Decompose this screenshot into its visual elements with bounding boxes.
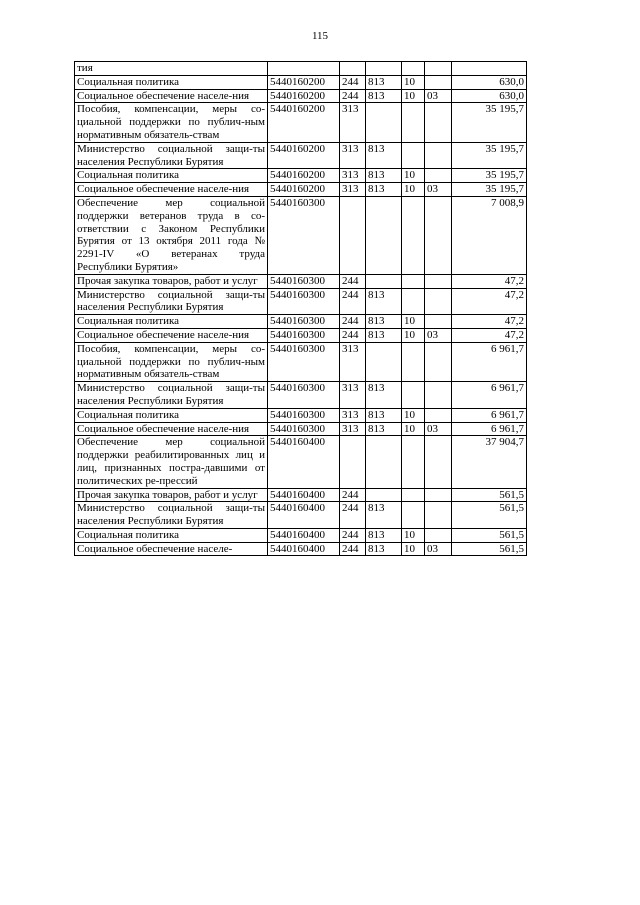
row-grbs-cell (366, 488, 402, 502)
row-code-cell (268, 62, 340, 76)
row-rz-cell (402, 382, 425, 409)
row-code-cell: 5440160300 (268, 382, 340, 409)
row-name-cell: Социальное обеспечение населе-ния (75, 183, 268, 197)
row-code-cell: 5440160400 (268, 436, 340, 488)
row-rz-cell: 10 (402, 169, 425, 183)
row-pr-cell (425, 142, 452, 169)
row-vr-cell: 244 (340, 488, 366, 502)
row-grbs-cell: 813 (366, 315, 402, 329)
row-amount-cell: 47,2 (452, 315, 527, 329)
row-rz-cell (402, 196, 425, 274)
row-name-cell: Социальная политика (75, 528, 268, 542)
row-code-cell: 5440160300 (268, 196, 340, 274)
row-vr-cell: 313 (340, 382, 366, 409)
row-vr-cell: 244 (340, 502, 366, 529)
row-rz-cell (402, 103, 425, 142)
row-code-cell: 5440160400 (268, 542, 340, 556)
row-vr-cell: 313 (340, 408, 366, 422)
row-vr-cell: 313 (340, 103, 366, 142)
table-row (75, 328, 527, 342)
table-row (75, 62, 527, 76)
row-name-cell: Министерство социальной защи-ты населения Республики Бурятия (75, 142, 268, 169)
row-pr-cell: 03 (425, 183, 452, 197)
row-rz-cell (402, 274, 425, 288)
table-row (75, 75, 527, 89)
row-name-cell: Пособия, компенсации, меры со-циальной поддержки по публич-ным нормативным обязатель-ствам (75, 342, 268, 381)
row-vr-cell (340, 436, 366, 488)
row-rz-cell: 10 (402, 315, 425, 329)
row-amount-cell: 6 961,7 (452, 408, 527, 422)
row-code-cell: 5440160200 (268, 183, 340, 197)
table-row (75, 103, 527, 142)
row-name-cell: Социальная политика (75, 75, 268, 89)
row-pr-cell (425, 528, 452, 542)
row-grbs-cell (366, 196, 402, 274)
row-pr-cell: 03 (425, 328, 452, 342)
row-name-cell: Социальное обеспечение населе- (75, 542, 268, 556)
table-row (75, 169, 527, 183)
row-amount-cell: 47,2 (452, 274, 527, 288)
row-rz-cell: 10 (402, 422, 425, 436)
row-grbs-cell: 813 (366, 89, 402, 103)
row-amount-cell: 561,5 (452, 502, 527, 529)
row-grbs-cell (366, 342, 402, 381)
row-name-cell: тия (75, 62, 268, 76)
row-rz-cell: 10 (402, 408, 425, 422)
row-grbs-cell: 813 (366, 528, 402, 542)
row-rz-cell: 10 (402, 328, 425, 342)
table-row (75, 408, 527, 422)
row-pr-cell: 03 (425, 422, 452, 436)
row-name-cell: Социальная политика (75, 169, 268, 183)
row-code-cell: 5440160200 (268, 75, 340, 89)
row-pr-cell: 03 (425, 542, 452, 556)
row-vr-cell: 313 (340, 422, 366, 436)
row-vr-cell: 313 (340, 183, 366, 197)
row-pr-cell (425, 315, 452, 329)
row-amount-cell: 561,5 (452, 528, 527, 542)
row-amount-cell: 630,0 (452, 75, 527, 89)
row-vr-cell: 244 (340, 89, 366, 103)
row-pr-cell (425, 436, 452, 488)
row-grbs-cell (366, 274, 402, 288)
table-row (75, 502, 527, 529)
row-pr-cell (425, 196, 452, 274)
row-rz-cell: 10 (402, 183, 425, 197)
row-pr-cell (425, 488, 452, 502)
row-vr-cell: 244 (340, 542, 366, 556)
row-rz-cell: 10 (402, 75, 425, 89)
table-row (75, 422, 527, 436)
row-pr-cell (425, 103, 452, 142)
row-rz-cell (402, 142, 425, 169)
row-grbs-cell: 813 (366, 183, 402, 197)
row-vr-cell: 244 (340, 528, 366, 542)
row-vr-cell: 313 (340, 142, 366, 169)
row-amount-cell: 37 904,7 (452, 436, 527, 488)
table-row (75, 89, 527, 103)
row-code-cell: 5440160200 (268, 103, 340, 142)
row-pr-cell (425, 342, 452, 381)
row-amount-cell: 47,2 (452, 288, 527, 315)
row-rz-cell (402, 436, 425, 488)
page-number: 115 (311, 30, 329, 42)
row-code-cell: 5440160300 (268, 408, 340, 422)
row-grbs-cell: 813 (366, 328, 402, 342)
row-code-cell: 5440160300 (268, 422, 340, 436)
row-rz-cell: 10 (402, 542, 425, 556)
row-grbs-cell: 813 (366, 75, 402, 89)
row-pr-cell (425, 75, 452, 89)
row-amount-cell: 6 961,7 (452, 382, 527, 409)
row-pr-cell (425, 62, 452, 76)
row-vr-cell: 244 (340, 288, 366, 315)
row-amount-cell (452, 62, 527, 76)
row-rz-cell: 10 (402, 528, 425, 542)
row-name-cell: Министерство социальной защи-ты населения Республики Бурятия (75, 288, 268, 315)
row-amount-cell: 35 195,7 (452, 142, 527, 169)
row-amount-cell: 7 008,9 (452, 196, 527, 274)
row-name-cell: Социальное обеспечение населе-ния (75, 422, 268, 436)
row-grbs-cell: 813 (366, 169, 402, 183)
row-rz-cell (402, 342, 425, 381)
row-name-cell: Обеспечение мер социальной поддержки реабилитированных лиц и лиц, признанных постра-давшими от политических ре-прессий (75, 436, 268, 488)
row-code-cell: 5440160300 (268, 328, 340, 342)
row-rz-cell (402, 488, 425, 502)
row-amount-cell: 6 961,7 (452, 422, 527, 436)
row-vr-cell: 313 (340, 169, 366, 183)
row-code-cell: 5440160300 (268, 342, 340, 381)
row-name-cell: Обеспечение мер социальной поддержки ветеранов труда в со-ответствии с Законом Республики Бурятия от 13 октября 2011 года № 2291-IV «О ветеранах труда Республики Бурятия» (75, 196, 268, 274)
row-grbs-cell: 813 (366, 288, 402, 315)
row-vr-cell: 313 (340, 342, 366, 381)
row-pr-cell (425, 382, 452, 409)
row-vr-cell: 244 (340, 75, 366, 89)
table-body (75, 62, 527, 556)
row-code-cell: 5440160400 (268, 528, 340, 542)
row-code-cell: 5440160400 (268, 488, 340, 502)
row-rz-cell (402, 502, 425, 529)
row-pr-cell (425, 169, 452, 183)
row-vr-cell (340, 196, 366, 274)
row-code-cell: 5440160200 (268, 169, 340, 183)
row-name-cell: Социальная политика (75, 408, 268, 422)
row-name-cell: Социальная политика (75, 315, 268, 329)
table-row (75, 542, 527, 556)
row-grbs-cell (366, 103, 402, 142)
row-grbs-cell: 813 (366, 142, 402, 169)
row-pr-cell (425, 288, 452, 315)
row-name-cell: Прочая закупка товаров, работ и услуг (75, 274, 268, 288)
table-row (75, 342, 527, 381)
row-name-cell: Пособия, компенсации, меры со-циальной поддержки по публич-ным нормативным обязатель-ствам (75, 103, 268, 142)
row-amount-cell: 35 195,7 (452, 183, 527, 197)
row-code-cell: 5440160300 (268, 274, 340, 288)
row-amount-cell: 6 961,7 (452, 342, 527, 381)
row-name-cell: Социальное обеспечение населе-ния (75, 89, 268, 103)
row-pr-cell (425, 408, 452, 422)
row-amount-cell: 561,5 (452, 542, 527, 556)
row-name-cell: Прочая закупка товаров, работ и услуг (75, 488, 268, 502)
row-code-cell: 5440160300 (268, 315, 340, 329)
row-name-cell: Социальное обеспечение населе-ния (75, 328, 268, 342)
row-code-cell: 5440160300 (268, 288, 340, 315)
row-pr-cell (425, 274, 452, 288)
row-grbs-cell: 813 (366, 422, 402, 436)
row-code-cell: 5440160200 (268, 89, 340, 103)
row-vr-cell: 244 (340, 328, 366, 342)
row-name-cell: Министерство социальной защи-ты населения Республики Бурятия (75, 382, 268, 409)
row-rz-cell (402, 62, 425, 76)
row-pr-cell (425, 502, 452, 529)
budget-table (74, 61, 527, 556)
row-amount-cell: 47,2 (452, 328, 527, 342)
row-code-cell: 5440160200 (268, 142, 340, 169)
table-row (75, 436, 527, 488)
row-rz-cell: 10 (402, 89, 425, 103)
row-amount-cell: 35 195,7 (452, 169, 527, 183)
table-row (75, 274, 527, 288)
table-row (75, 315, 527, 329)
row-grbs-cell: 813 (366, 382, 402, 409)
row-grbs-cell: 813 (366, 408, 402, 422)
table-row (75, 488, 527, 502)
table-row (75, 142, 527, 169)
row-amount-cell: 561,5 (452, 488, 527, 502)
row-amount-cell: 35 195,7 (452, 103, 527, 142)
row-rz-cell (402, 288, 425, 315)
table-row (75, 288, 527, 315)
row-pr-cell: 03 (425, 89, 452, 103)
table-row (75, 382, 527, 409)
row-vr-cell: 244 (340, 315, 366, 329)
table-row (75, 196, 527, 274)
row-grbs-cell (366, 436, 402, 488)
row-vr-cell (340, 62, 366, 76)
row-amount-cell: 630,0 (452, 89, 527, 103)
table-row (75, 183, 527, 197)
row-code-cell: 5440160400 (268, 502, 340, 529)
row-grbs-cell: 813 (366, 502, 402, 529)
row-name-cell: Министерство социальной защи-ты населения Республики Бурятия (75, 502, 268, 529)
row-grbs-cell (366, 62, 402, 76)
row-grbs-cell: 813 (366, 542, 402, 556)
row-vr-cell: 244 (340, 274, 366, 288)
table-row (75, 528, 527, 542)
